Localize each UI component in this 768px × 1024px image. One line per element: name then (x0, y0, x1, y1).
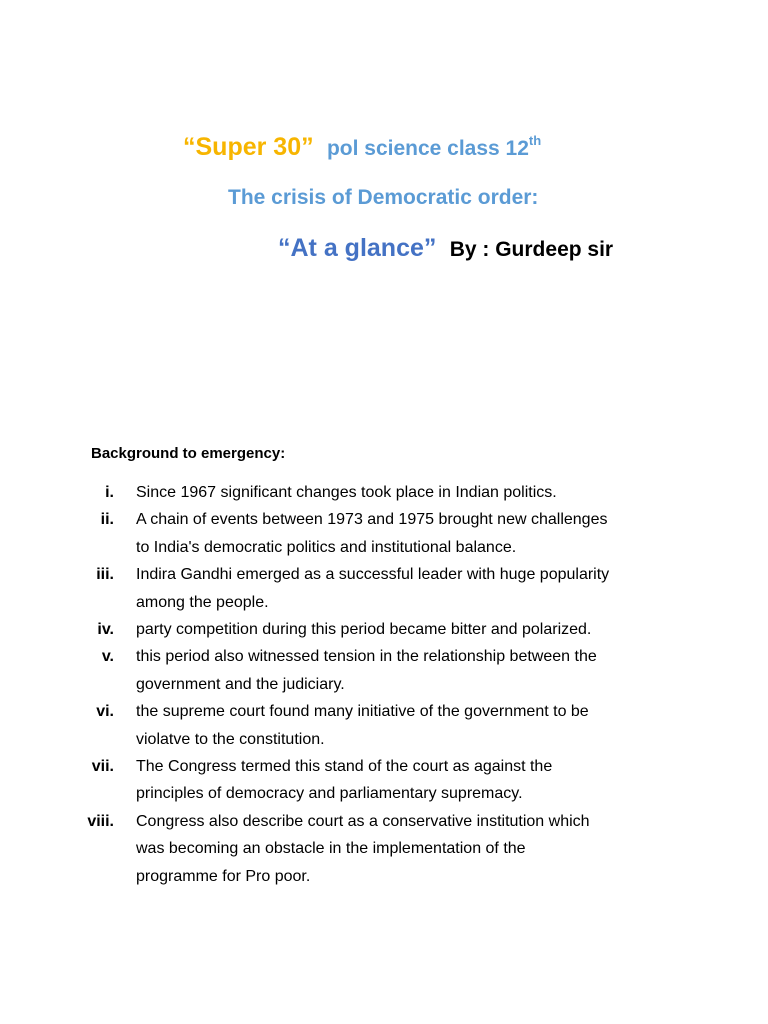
item-text: Congress also describe court as a conservative institution which was becoming an obstacle in the implementation of the programme for Pro poor. (136, 812, 590, 885)
item-number: iv. (97, 621, 114, 639)
item-number: i. (105, 484, 114, 501)
item-text: The Congress termed this stand of the court as against the principles of democracy and parliamentary supremacy. (136, 758, 553, 803)
item-text: A chain of events between 1973 and 1975 brought new challenges to India's democratic politics and institutional balance. (136, 511, 608, 556)
item-text: Indira Gandhi emerged as a successful leader with huge popularity among the people. (136, 566, 610, 611)
item-text: Since 1967 significant changes took place in Indian politics. (136, 484, 557, 501)
section-heading: Background to emergency: (91, 445, 286, 462)
list-item (70, 698, 710, 753)
points-list (70, 479, 710, 890)
item-number: vii. (91, 758, 114, 776)
list-item (70, 561, 710, 616)
item-text: the supreme court found many initiative of the government to be violatve to the constitution. (136, 703, 589, 748)
title-line-1 (183, 133, 541, 162)
title-line-3 (278, 234, 613, 263)
list-item (70, 753, 710, 808)
list-item (70, 808, 710, 890)
list-item (70, 479, 710, 506)
super30-label: “Super 30” (183, 133, 314, 161)
course-superscript: th (528, 133, 542, 148)
item-number: iii. (96, 566, 114, 584)
author-label: By : Gurdeep sir (449, 238, 614, 261)
course-label (326, 133, 542, 160)
item-text: this period also witnessed tension in the relationship between the government and the judiciary. (136, 648, 597, 693)
item-number: vi. (96, 703, 114, 721)
subtitle: The crisis of Democratic order: (228, 186, 539, 209)
list-item (70, 643, 710, 698)
item-number: ii. (100, 511, 114, 529)
item-text: party competition during this period became bitter and polarized. (136, 621, 592, 639)
list-item (70, 506, 710, 561)
item-number: v. (101, 648, 114, 666)
course-text: pol science class 12 (326, 137, 529, 160)
item-number: viii. (87, 812, 114, 830)
list-item (70, 616, 710, 643)
glance-label: “At a glance” (278, 234, 437, 262)
